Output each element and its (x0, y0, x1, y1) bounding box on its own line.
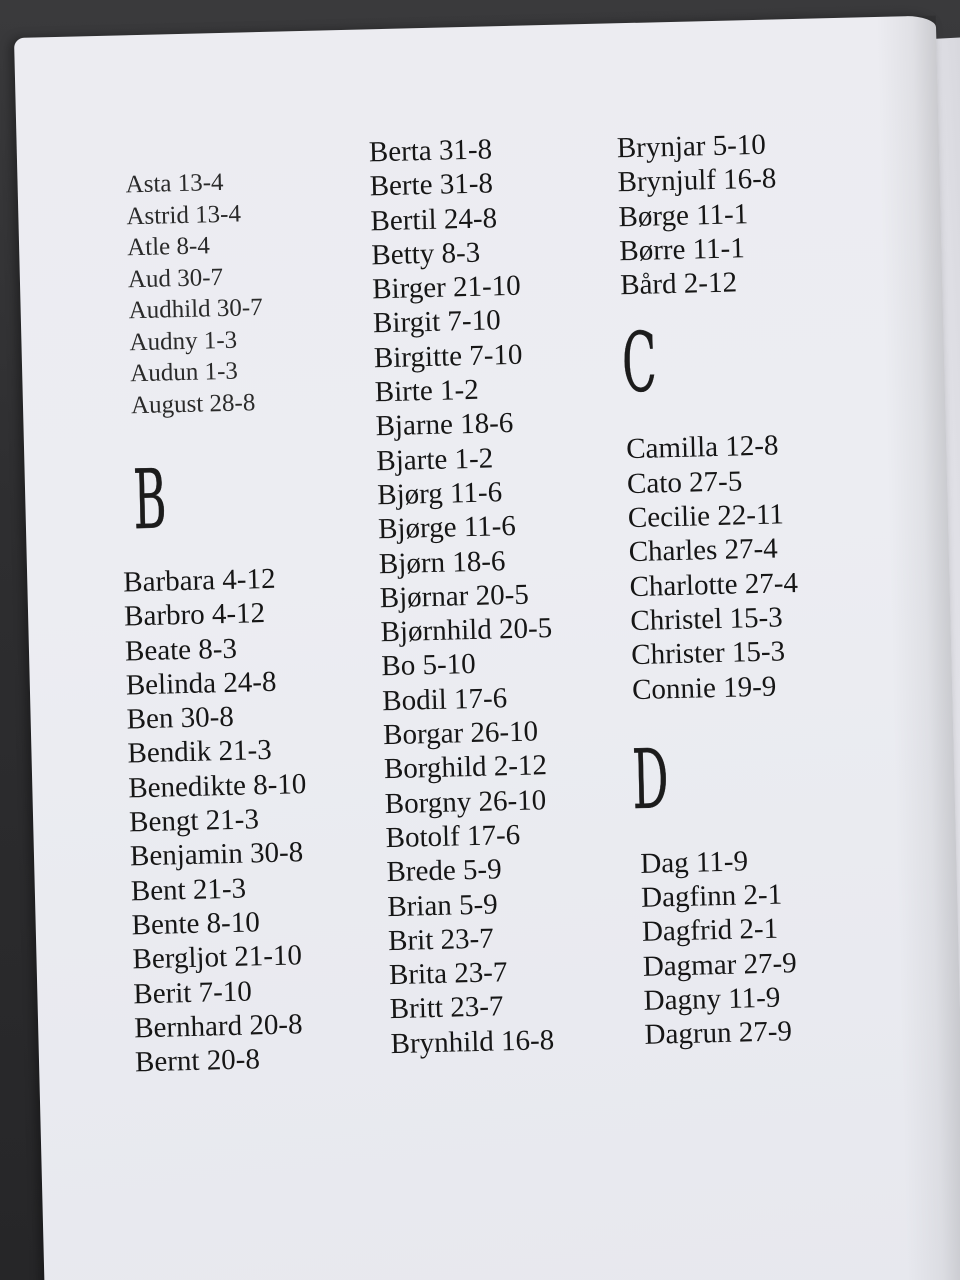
name-entry: Borgny 26-10 (384, 783, 547, 820)
name-entry: Brede 5-9 (386, 853, 503, 889)
name-entry: Ben 30-8 (126, 701, 235, 736)
name-entry: Bernhard 20-8 (133, 1008, 303, 1045)
name-entry: Berit 7-10 (133, 975, 253, 1010)
name-entry: Dagmar 27-9 (642, 946, 798, 983)
name-entry: Asta 13-4 (125, 168, 224, 199)
name-entry: Audny 1-3 (129, 326, 238, 356)
book-page (14, 15, 960, 1280)
name-group-b (123, 559, 387, 1079)
name-entry: Dag 11-9 (639, 845, 749, 880)
name-entry: Benedikte 8-10 (127, 767, 307, 805)
name-entry: Aud 30-7 (127, 263, 224, 293)
name-entry: Borgar 26-10 (382, 715, 539, 752)
name-column-2 (368, 130, 631, 1062)
name-entry: Birgit 7-10 (372, 304, 502, 340)
name-entry: Bo 5-10 (381, 648, 477, 683)
name-group-a-continued (125, 163, 371, 421)
name-entry: Bjarte 1-2 (376, 442, 494, 477)
name-entry: Bjarne 18-6 (375, 407, 514, 443)
name-entry: Betty 8-3 (371, 236, 481, 272)
name-entry: Dagny 11-9 (643, 981, 781, 1017)
name-entry: Bjørg 11-6 (376, 476, 503, 512)
name-entry: Bård 2-12 (619, 266, 738, 302)
name-entry: Brita 23-7 (388, 956, 508, 992)
name-entry: Dagfrid 2-1 (641, 913, 779, 949)
name-entry: Bendik 21-3 (127, 734, 273, 770)
name-entry: Brian 5-9 (386, 887, 499, 923)
name-entry: Bjørn 18-6 (378, 544, 506, 580)
name-entry: Berta 31-8 (368, 133, 493, 169)
name-entry: Bent 21-3 (130, 872, 247, 908)
name-entry: August 28-8 (130, 388, 256, 419)
name-entry: Brynhild 16-8 (390, 1023, 555, 1060)
name-group-b-end (616, 125, 860, 302)
name-entry: Belinda 24-8 (125, 665, 277, 702)
name-entry: Astrid 13-4 (126, 200, 242, 230)
name-entry: Bengt 21-3 (128, 803, 260, 839)
name-entry: Birte 1-2 (374, 373, 480, 409)
name-entry: Connie 19-9 (631, 670, 777, 706)
name-entry: Christer 15-3 (630, 635, 786, 672)
name-entry: Bernt 20-8 (134, 1043, 261, 1079)
name-entry: Bente 8-10 (131, 906, 261, 942)
section-letter-d: D (631, 732, 670, 828)
name-entry: Charles 27-4 (628, 532, 779, 569)
name-entry: Cecilie 22-11 (627, 498, 785, 535)
name-entry: Borghild 2-12 (383, 749, 548, 786)
name-entry: Barbro 4-12 (123, 597, 266, 633)
name-entry: Bodil 17-6 (381, 681, 508, 717)
name-entry: Brynjulf 16-8 (617, 162, 777, 199)
name-entry: Botolf 17-6 (385, 818, 521, 855)
name-entry: Camilla 12-8 (625, 429, 779, 466)
name-entry: Dagfinn 2-1 (640, 878, 783, 915)
name-entry: Benjamin 30-8 (129, 836, 304, 873)
section-letter-c: C (620, 315, 658, 412)
name-entry: Bjørnhild 20-5 (380, 612, 553, 649)
name-group-d (640, 841, 879, 1052)
name-entry: Britt 23-7 (389, 990, 504, 1026)
name-entry: Charlotte 27-4 (629, 566, 799, 603)
name-column-1 (122, 163, 387, 1079)
name-entry: Brit 23-7 (387, 922, 495, 957)
name-entry: Birgitte 7-10 (373, 338, 523, 375)
name-entry: Audhild 30-7 (128, 294, 264, 325)
name-entry: Børre 11-1 (618, 232, 746, 268)
name-entry: Atle 8-4 (126, 232, 211, 262)
name-entry: Børge 11-1 (618, 197, 749, 233)
name-entry: Bergljot 21-10 (132, 939, 303, 976)
name-entry: Dagrun 27-9 (644, 1015, 793, 1052)
name-group-b-continued (368, 130, 631, 1062)
name-entry: Brynjar 5-10 (616, 128, 767, 165)
name-entry: Bertil 24-8 (370, 201, 498, 237)
name-entry: Bjørge 11-6 (377, 510, 517, 546)
name-entry: Berte 31-8 (369, 167, 494, 203)
name-group-c (626, 427, 871, 707)
name-entry: Barbara 4-12 (122, 562, 276, 599)
name-entry: Beate 8-3 (124, 632, 238, 668)
name-entry: Cato 27-5 (626, 465, 743, 500)
name-column-3 (616, 125, 878, 1052)
name-entry: Birger 21-10 (371, 269, 522, 306)
name-entry: Christel 15-3 (630, 601, 784, 638)
name-entry: Audun 1-3 (129, 357, 239, 388)
name-entry: Bjørnar 20-5 (379, 578, 530, 615)
section-letter-b: B (132, 452, 168, 549)
